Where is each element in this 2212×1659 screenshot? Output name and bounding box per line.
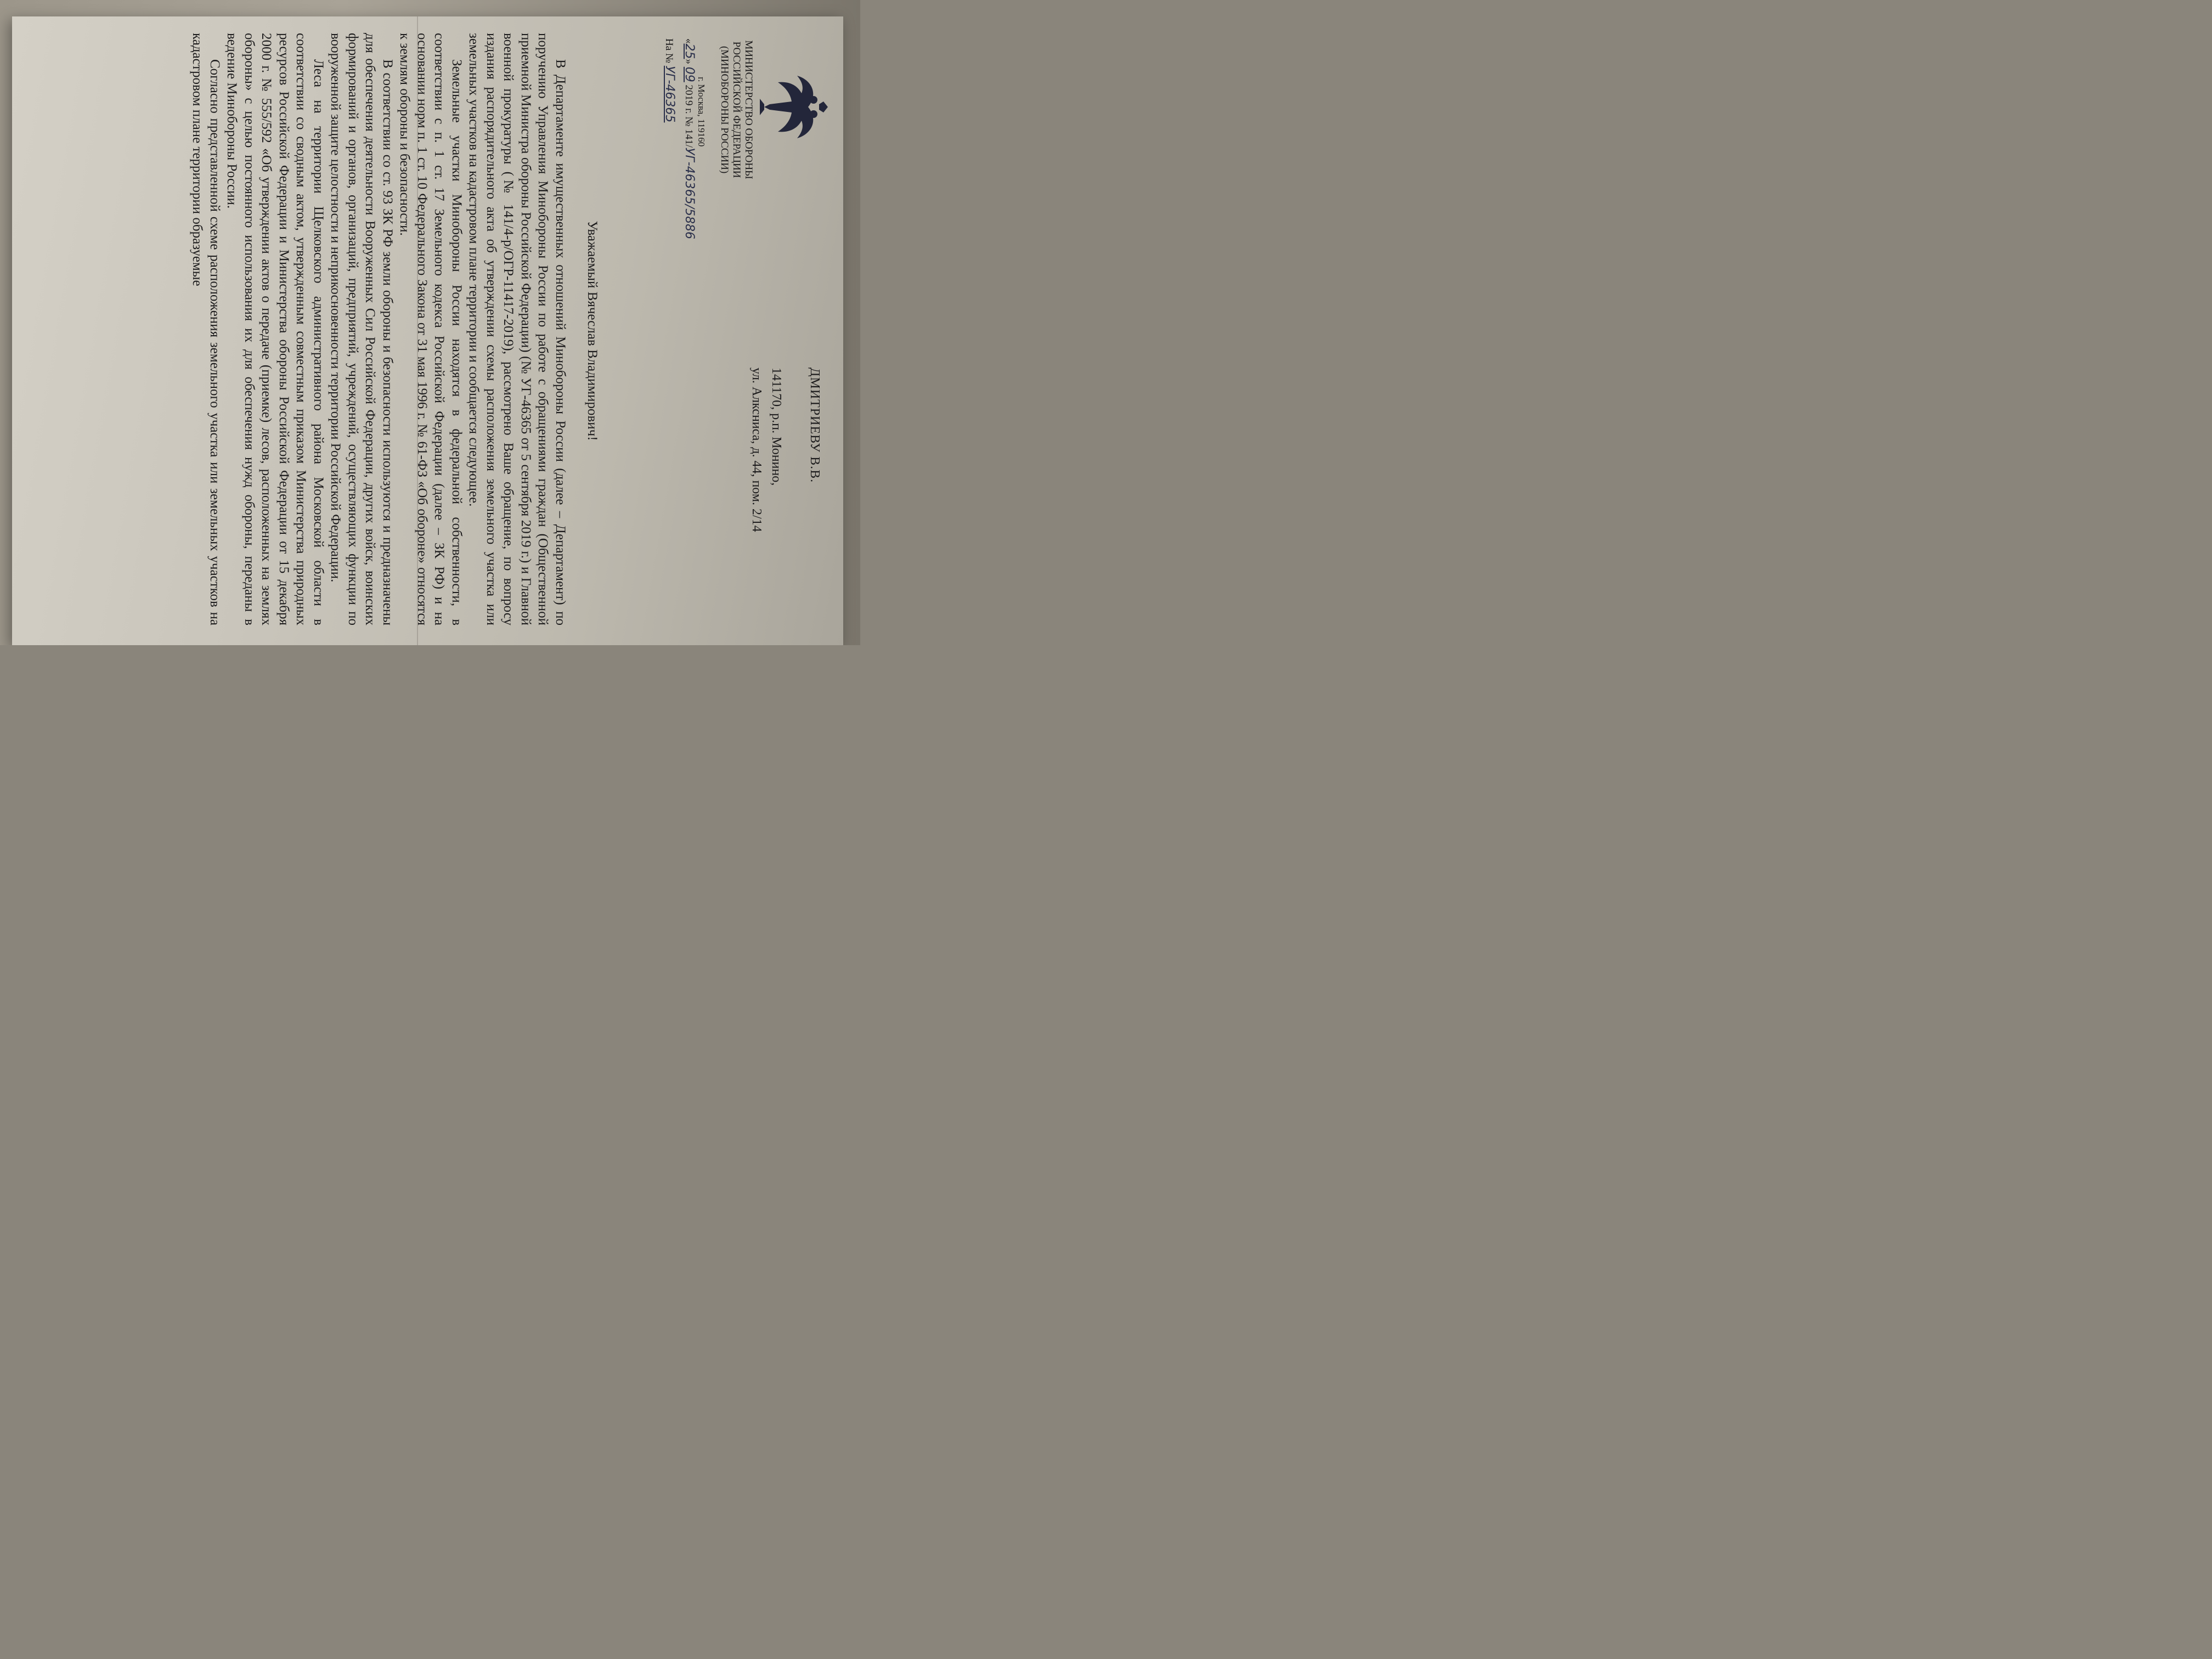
date-close-quote: » xyxy=(683,59,695,64)
body-paragraph: Согласно представленной схеме расположения земельного участка или земельных участков на кадастровом плане территории образуемые xyxy=(190,33,222,625)
body-paragraph: Земельные участки Минобороны России находятся в федеральной собственности, в соответствии с п. 1 ст. 17 Земельного кодекса Российской Федерации (далее – ЗК РФ) и на основании норм п. 1 ст. 10 Федерального Закона от 31 мая 1996 г. № 61-ФЗ «Об обороне» относятся к землям обороны и безопасности. xyxy=(397,33,464,625)
city-postcode: г. Москва, 119160 xyxy=(696,77,707,147)
registration-number: УГ-46365/5886 xyxy=(682,148,696,240)
org-line-2: РОССИЙСКОЙ ФЕДЕРАЦИИ xyxy=(731,41,742,178)
letter-page xyxy=(18,16,841,645)
recipient-name: ДМИТРИЕВУ В.В. xyxy=(808,368,822,483)
letter-body xyxy=(189,33,569,625)
greeting: Уважаемый Вячеслав Владимирович! xyxy=(585,221,600,441)
date-month: 09 xyxy=(682,66,696,82)
organization-name xyxy=(718,38,754,181)
date-year-number: 2019 г. № 141/ xyxy=(683,84,695,148)
reference-number: УГ-46365 xyxy=(663,65,676,123)
recipient-address-2: ул. Алксниса, д. 44, пом. 2/14 xyxy=(749,368,764,532)
double-headed-eagle-icon xyxy=(759,71,830,143)
org-line-3: (МИНОБОРОНЫ РОССИИ) xyxy=(719,46,730,174)
org-line-1: МИНИСТЕРСТВО ОБОРОНЫ xyxy=(743,40,754,179)
recipient-block xyxy=(747,368,825,620)
reference-line xyxy=(663,38,676,122)
body-paragraph: В соответствии со ст. 93 ЗК РФ земли обороны и безопасности используются и предназначены для обеспечения деятельности Вооруженных Сил Российской Федерации, других войск, воинских формирований и органов, организаций, предприятий, учреждений, осуществляющих функции по вооруженной защите целостности и неприкосновенности территории Российской Федерации. xyxy=(328,33,395,625)
reference-label: На № xyxy=(663,38,675,64)
recipient-address-1: 141170, р.п. Монино, xyxy=(769,368,783,486)
date-open-quote: « xyxy=(683,38,695,44)
date-day: 25 xyxy=(682,43,696,59)
photo-background xyxy=(0,0,860,645)
body-paragraph: В Департаменте имущественных отношений Минобороны России (далее – Департамент) по поручению Управления Минобороны России по работе с обращениями граждан (Общественной приемной Министра обороны Российской Федерации) (№ УГ-46365 от 5 сентября 2019 г.) и Главной военной прокуратуры (№ 141/4-р/ОГР-11417-2019), рассмотрено Ваше обращение, по вопросу издания распорядительного акта об утверждении схемы расположения земельного участка или земельных участков на кадастровом плане территории и сообщается следующее. xyxy=(466,33,568,625)
date-line xyxy=(682,38,696,239)
body-paragraph: Леса на территории Щелковского административного района Московской области в соответствии со сводным актом, утвержденным совместным приказом Министерства природных ресурсов Российской Федерации и Министерства обороны Российской Федерации от 15 декабря 2000 г. № 555/592 «Об утверждении актов о передаче (приемке) лесов, расположенных на землях обороны» с целью постоянного использования их для обеспечения нужд обороны, переданы в ведение Минобороны России. xyxy=(224,33,326,625)
